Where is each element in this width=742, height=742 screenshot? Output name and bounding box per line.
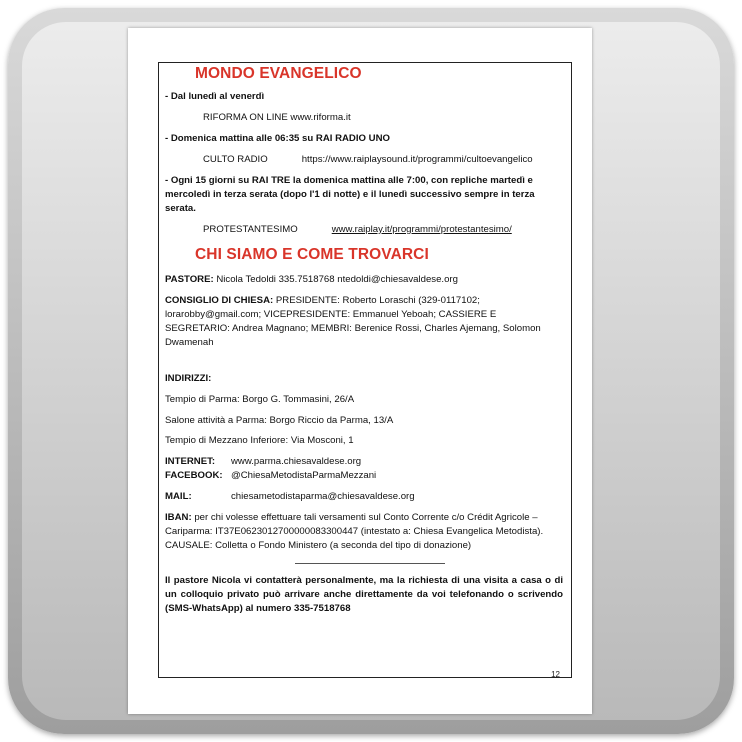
consiglio-paragraph (165, 294, 563, 350)
facebook-link[interactable]: @ChiesaMetodistaParmaMezzani (231, 470, 377, 482)
schedule-rai-tre: - Ogni 15 giorni su RAI TRE la domenica mattina alle 7:00, con repliche martedì e mercoledì in terza serata (dopo l'1 di notte) e il lunedì successivo sempre in terza serata. (165, 175, 535, 214)
indirizzi-label: INDIRIZZI: (165, 372, 212, 384)
culto-radio-link[interactable]: https://www.raiplaysound.it/programmi/cultoevangelico (301, 154, 533, 166)
internet-link[interactable]: www.parma.chiesavaldese.org (231, 456, 362, 468)
iban-paragraph (165, 511, 563, 553)
address-parma-salone: Salone attività a Parma: Borgo Riccio da Parma, 13/A (165, 414, 394, 426)
pastore-text: Nicola Tedoldi 335.7518768 ntedoldi@chiesavaldese.org (216, 274, 458, 286)
mail-link[interactable]: chiesametodistaparma@chiesavaldese.org (231, 491, 415, 503)
protestantesimo-line (165, 223, 563, 237)
address-mezzano: Tempio di Mezzano Inferiore: Via Mosconi, 1 (165, 435, 354, 447)
schedule-sunday-radio: - Domenica mattina alle 06:35 su RAI RADIO UNO (165, 133, 390, 145)
section-title-mondo: MONDO EVANGELICO (195, 65, 362, 82)
mail-line (165, 490, 563, 504)
internet-line (165, 455, 563, 469)
mail-label: MAIL: (165, 491, 192, 503)
riforma-line: RIFORMA ON LINE www.riforma.it (203, 112, 351, 124)
protestantesimo-link[interactable]: www.raiplay.it/programmi/protestantesimo/ (331, 223, 512, 235)
culto-radio-line (165, 153, 563, 167)
consiglio-label: CONSIGLIO DI CHIESA: (165, 295, 274, 307)
facebook-label: FACEBOOK: (165, 470, 223, 482)
document-page (128, 28, 592, 714)
consiglio-text: PRESIDENTE: Roberto Loraschi (329-0117102; lorarobby@gmail.com; VICEPRESIDENTE: Emmanuel Yeboah; CASSIERE E SEGRETARIO: Andrea Magnano; MEMBRI: Berenice Rossi, Charles Ajemang, Solomon Dwamenah (165, 295, 541, 348)
iban-label: IBAN: (165, 512, 192, 524)
facebook-line (165, 469, 563, 483)
pastore-label: PASTORE: (165, 274, 214, 286)
section-title-chi-siamo: CHI SIAMO E COME TROVARCI (195, 245, 429, 263)
protestantesimo-label: PROTESTANTESIMO (203, 223, 298, 235)
closing-note: Il pastore Nicola vi contatterà personalmente, ma la richiesta di una visita a casa o di un colloquio privato può arrivare anche direttamente da voi telefonando o scrivendo (SMS-WhatsApp) al numero 335-7518768 (165, 574, 563, 614)
page-number: 12 (551, 670, 560, 679)
content-box (158, 62, 572, 678)
address-parma-tempio: Tempio di Parma: Borgo G. Tommasini, 26/A (165, 393, 355, 405)
divider (295, 563, 445, 564)
schedule-weekdays: - Dal lunedì al venerdì (165, 91, 265, 103)
iban-text: per chi volesse effettuare tali versamenti sul Conto Corrente c/o Crédit Agricole – Cariparma: IT37E0623012700000083300447 (intestato a: Chiesa Evangelica Metodista). CAUSALE: Colletta o Fondo Ministero (a seconda del tipo di donazione) (165, 512, 544, 551)
pastore-line (165, 273, 563, 287)
internet-label: INTERNET: (165, 456, 216, 468)
culto-radio-label: CULTO RADIO (203, 154, 268, 166)
